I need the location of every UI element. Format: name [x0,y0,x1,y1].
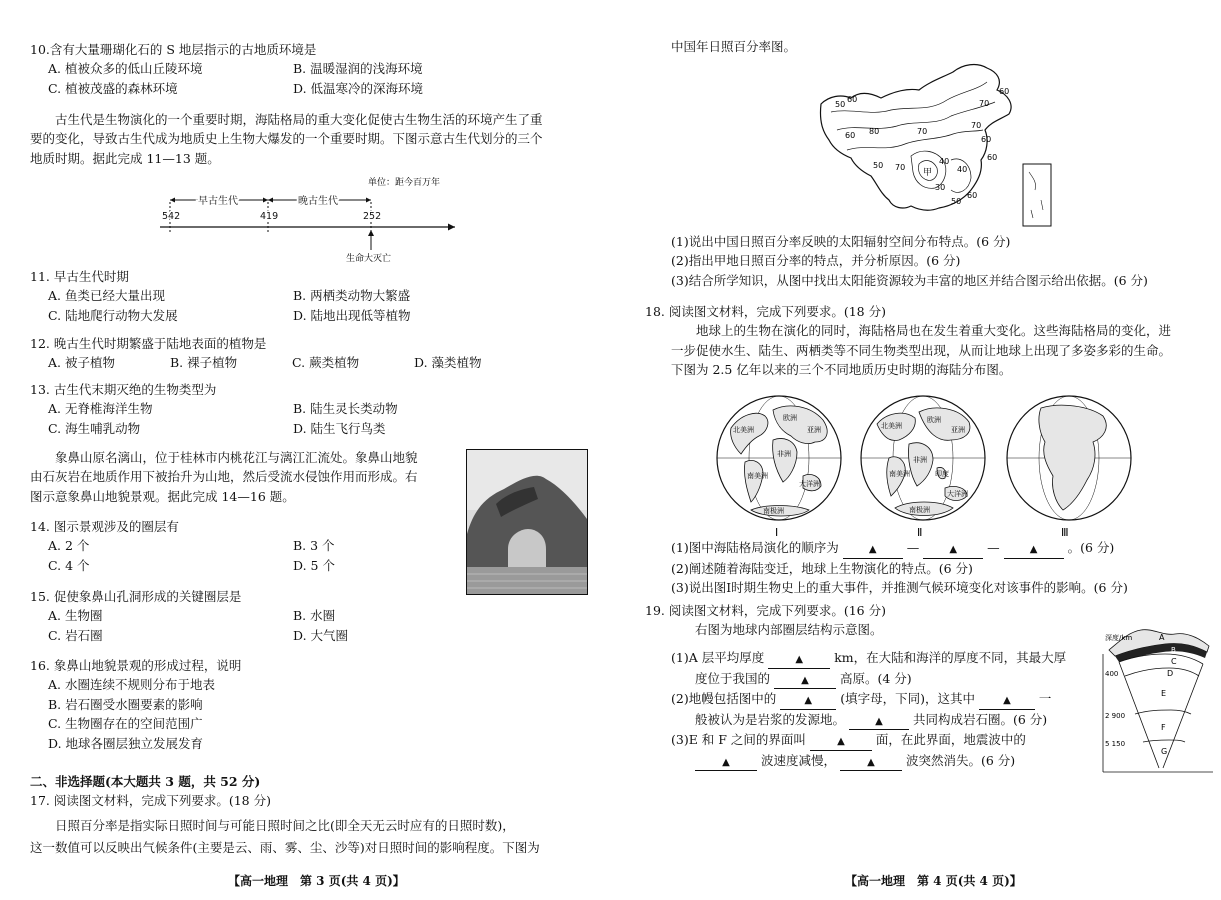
question-15 [30,587,538,645]
triangle-icon: ▲ [867,756,875,768]
q19-sub3-line2 [671,751,1066,772]
q19-blank-7[interactable] [695,751,757,772]
q18-blank-1[interactable] [843,538,903,559]
q15-option-d: D. 大气圈 [293,627,349,643]
layer-label-f: F [1161,723,1166,732]
q11-option-a: A. 鱼类已经大量出现 [48,288,165,304]
layer-label-d: D [1167,669,1174,678]
q19-blank-8[interactable] [840,751,902,772]
contour-label-4: 60 [845,131,856,140]
globe-2-label-3: 非洲 [913,456,927,464]
question-19 [645,601,886,640]
q10-option-c: C. 植被茂盛的森林环境 [48,80,178,96]
contour-label-10: 70 [895,163,906,172]
early-arrow-head-right [263,198,268,203]
globe-2-label-5: 印度 [935,470,949,478]
q14-stem: 14. 图示景观涉及的圈层有 [30,519,179,534]
question-10 [30,40,538,98]
question-13 [30,380,538,438]
early-arrow-head-left [170,198,175,203]
triangle-icon: ▲ [868,544,877,555]
question-16 [30,656,241,753]
intro-14-16-line3: 图示意象鼻山地貌景观。据此完成 14—16 题。 [30,488,295,504]
q15-stem: 15. 促使象鼻山孔洞形成的关键圈层是 [30,589,242,604]
q19-blank-2[interactable] [774,669,836,690]
contour-label-5: 80 [869,127,880,136]
q19-p1c: 度位于我国的 [695,670,771,686]
contour-label-12: 30 [935,183,946,192]
time-axis-arrow [448,224,455,231]
q17-sub3: (3)结合所学知识，从图中找出太阳能资源较为丰富的地区并结合图示给出依据。(6 分) [671,272,1148,288]
q10-option-a: A. 植被众多的低山丘陵环境 [48,61,203,77]
tick-419: 419 [260,211,279,222]
contour-label-11: 40 [939,157,950,166]
triangle-icon: ▲ [801,674,809,686]
contour-label-15: 60 [967,191,978,200]
location-jia: 甲 [923,168,933,178]
triangle-icon: ▲ [804,695,813,706]
globe-2-label-0: 北美洲 [881,422,902,430]
globe-1-label-5: 大洋洲 [799,480,820,488]
contour-label-14: 50 [951,197,962,206]
late-label: 晚古生代 [298,196,338,207]
q17-stem: 17. 阅读图文材料，完成下列要求。(18 分) [30,793,271,809]
q17-questions [671,232,1148,290]
q19-p2d: 般被认为是岩浆的发源地。 [695,711,846,727]
q18-subquestions [671,538,1128,597]
q13-option-d: D. 陆生飞行鸟类 [293,420,386,436]
q18-sub1 [671,538,1128,559]
q18-dash-1: — [906,540,920,555]
q19-p2a: (2)地幔包括图中的 [671,691,777,706]
contour-label-0: 50 [835,100,846,109]
layer-label-a: A [1159,633,1165,642]
globe-3-roman: Ⅲ [1061,526,1069,539]
q16-option-d: D. 地球各圈层独立发展发育 [48,735,204,751]
earth-interior-diagram [1095,626,1219,776]
intro-14-16 [30,448,418,506]
q18-stem: 18. 阅读图文材料，完成下列要求。(18 分) [645,304,886,319]
depth-5150: 5 150 [1105,740,1126,748]
tick-252: 252 [363,211,382,222]
q19-blank-3[interactable] [780,689,836,710]
triangle-icon: ▲ [875,715,883,727]
q19-p2b: (填字母，下同)，这其中 [840,691,975,706]
globe-1-label-2: 亚洲 [807,426,821,434]
q17-sub2: (2)指出甲地日照百分率的特点，并分析原因。(6 分) [671,253,961,269]
globe-1-label-4: 南美洲 [747,472,768,480]
q13-option-c: C. 海生哺乳动物 [48,420,141,436]
event-label: 生命大灭亡 [346,254,392,264]
globe-2-label-2: 亚洲 [951,426,965,434]
globe-1-label-6: 南极洲 [763,507,784,515]
china-sunshine-map [811,60,1053,232]
q13-option-b: B. 陆生灵长类动物 [293,401,398,417]
globe-2-label-6: 大洋洲 [947,490,968,498]
timeline-unit: 单位：距今百万年 [368,178,441,188]
q19-sub3-line1 [671,730,1066,751]
q18-line1: 地球上的生物在演化的同时，海陆格局也在发生着重大变化。这些海陆格局的变化，进 [696,323,1172,339]
q19-p2c: 一 [1038,691,1052,706]
q18-dash-2: — [987,540,1000,555]
q18-line2: 一步促使水生、陆生、两栖类等不同生物类型出现，从而让地球上出现了多姿多彩的生命。 [671,342,1172,358]
q19-intro: 右图为地球内部圈层结构示意图。 [695,622,883,638]
q12-option-a: A. 被子植物 [48,355,115,371]
globe-2-roman: Ⅱ [917,526,923,539]
q19-stem: 19. 阅读图文材料，完成下列要求。(16 分) [645,603,886,618]
q10-option-d: D. 低温寒冷的深海环境 [293,80,424,96]
layer-label-c: C [1171,657,1177,666]
contour-label-3: 70 [979,99,990,108]
q11-option-d: D. 陆地出现低等植物 [293,307,411,323]
question-12 [30,334,536,373]
q16-option-c: C. 生物圈存在的空间范围广 [48,716,203,732]
contour-label-7: 70 [971,121,982,130]
q17-continuation: 中国年日照百分率图。 [671,39,797,54]
q19-sub1-line2 [671,669,1066,690]
q16-option-b: B. 岩石圈受水圈要素的影响 [48,696,203,712]
q12-option-d: D. 藻类植物 [414,355,482,371]
q19-p3d: 波突然消失。(6 分) [905,752,1016,768]
triangle-icon: ▲ [1003,695,1011,706]
q15-option-c: C. 岩石圈 [48,627,103,643]
depth-400: 400 [1105,670,1119,678]
q12-option-b: B. 裸子植物 [170,355,238,371]
triangle-icon: ▲ [795,654,804,665]
tick-542: 542 [162,211,181,222]
q19-sub2-line2 [671,710,1066,731]
left-footer: 【高一地理 第 3 页(共 4 页)】 [228,874,405,888]
q18-blank-2[interactable] [923,538,983,559]
globe-2 [861,396,985,539]
q15-option-b: B. 水圈 [293,608,336,624]
q14-option-b: B. 3 个 [293,538,335,554]
left-page [0,0,610,900]
contour-label-2: 60 [999,87,1010,96]
q19-blank-1[interactable] [768,648,830,669]
q17-line1: 日照百分率是指实际日照时间与可能日照时间之比(即全天无云时应有的日照时数)， [55,817,515,833]
q18-sub3: (3)说出图Ⅰ时期生物史上的重大事件，并推测气候环境变化对该事件的影响。(6 分) [671,579,1128,595]
wedge-right-edge [1163,664,1203,768]
south-china-sea-inset [1023,164,1051,226]
paleogeography-globes [711,392,1151,540]
q18-sub1-prefix: (1)图中海陆格局演化的顺序为 [671,540,839,555]
q14-option-c: C. 4 个 [48,557,90,573]
globe-3 [1007,396,1131,539]
contour-label-6: 70 [917,127,928,136]
q19-p3c: 波速度减慢， [760,752,836,768]
intro-11-13 [30,110,543,168]
q18-sub2: (2)阐述随着海陆变迁，地球上生物演化的特点。(6 分) [671,560,973,576]
q19-subquestions [671,648,1066,771]
q10-stem: 10.含有大量珊瑚化石的 S 地层指示的古地质环境是 [30,42,317,57]
globe-1-label-3: 非洲 [777,450,791,458]
contour-label-13: 40 [957,165,968,174]
q19-p1a: (1)A 层平均厚度 [671,650,765,665]
q18-line3: 下图为 2.5 亿年以来的三个不同地质历史时期的海陆分布图。 [671,362,1012,378]
q19-p1b: km，在大陆和海洋的厚度不同，其最大厚 [834,650,1067,665]
intro-11-13-line3: 地质时期。据此完成 11—13 题。 [30,150,220,166]
q16-stem: 16. 象鼻山地貌景观的形成过程，说明 [30,658,242,673]
q11-option-c: C. 陆地爬行动物大发展 [48,307,178,323]
layer-label-b: B [1171,646,1176,654]
question-11 [30,267,538,325]
question-14 [30,517,538,575]
q13-option-a: A. 无脊椎海洋生物 [48,401,153,417]
q15-option-a: A. 生物圈 [48,608,103,624]
q19-p2e: 共同构成岩石圈。(6 分) [912,711,1048,727]
contour-label-9: 50 [873,161,884,170]
depth-axis-label: 深度/km [1105,634,1133,642]
q12-option-c: C. 蕨类植物 [292,355,360,371]
globe-2-label-7: 南极洲 [909,506,930,514]
q11-stem: 11. 早古生代时期 [30,269,129,284]
q19-p1d: 高原。(4 分) [839,670,912,686]
section-2 [30,772,540,858]
boundary-d [1125,668,1199,676]
q17-line2: 这一数值可以反映出气候条件(主要是云、雨、雾、尘、沙等)对日照时间的影响程度。下图为 [30,840,540,856]
q19-blank-5[interactable] [849,710,909,731]
right-footer: 【高一地理 第 4 页(共 4 页)】 [845,874,1022,888]
q19-blank-4[interactable] [979,689,1035,710]
q19-p3a: (3)E 和 F 之间的界面叫 [671,732,806,747]
q10-option-b: B. 温暖湿润的浅海环境 [293,61,423,77]
q14-option-d: D. 5 个 [293,557,335,573]
triangle-icon: ▲ [949,544,958,555]
triangle-icon: ▲ [837,736,845,747]
q19-blank-6[interactable] [810,730,872,751]
globe-1 [717,396,841,539]
intro-11-13-line2: 要的变化，导致古生代成为地质史上生物大爆发的一个重要时期。下图示意古生代划分的三个 [30,131,543,147]
layer-label-e: E [1161,689,1167,698]
q16-option-a: A. 水圈连续不规则分布于地表 [48,677,215,693]
late-arrow-head-right [366,198,371,203]
depth-2900: 2 900 [1105,712,1126,720]
q14-option-a: A. 2 个 [48,538,90,554]
globe-2-label-4: 南美洲 [889,470,910,478]
intro-14-16-line2: 由石灰岩在地质作用下被抬升为山地，然后受流水侵蚀作用而形成。右 [30,469,418,485]
q19-sub1-line1 [671,648,1066,669]
boundary-e-f [1135,710,1191,714]
q19-p3b: 面，在此界面，地震波中的 [875,732,1026,747]
question-18 [645,302,1171,380]
q18-sub1-suffix: 。(6 分) [1067,540,1115,555]
intro-11-13-line1: 古生代是生物演化的一个重要时期，海陆格局的重大变化促使古生物生活的环境产生了重 [55,112,543,127]
globe-1-label-0: 北美洲 [733,426,754,434]
section-2-title: 二、非选择题(本大题共 3 题，共 52 分) [30,774,261,789]
contour-label-16: 60 [987,153,998,162]
contour-label-1: 60 [847,95,858,104]
event-arrow-head [368,230,374,236]
q18-blank-3[interactable] [1004,538,1064,559]
q12-stem: 12. 晚古生代时期繁盛于陆地表面的植物是 [30,336,267,351]
late-arrow-head-left [268,198,273,203]
q11-option-b: B. 两栖类动物大繁盛 [293,288,411,304]
globe-2-label-1: 欧洲 [927,416,941,424]
right-page [615,0,1221,900]
early-label: 早古生代 [198,196,238,207]
intro-14-16-line1: 象鼻山原名漓山，位于桂林市内桃花江与漓江汇流处。象鼻山地貌 [55,450,418,465]
paleozoic-timeline [150,172,470,264]
globe-1-label-1: 欧洲 [783,414,797,422]
triangle-icon: ▲ [722,756,730,768]
q19-sub2-line1 [671,689,1066,710]
globe-1-roman: Ⅰ [775,526,779,539]
triangle-icon: ▲ [1029,544,1038,555]
q13-stem: 13. 古生代末期灭绝的生物类型为 [30,382,217,397]
contour-label-8: 60 [981,135,992,144]
q17-sub1: (1)说出中国日照百分率反映的太阳辐射空间分布特点。(6 分) [671,234,1011,249]
layer-label-g: G [1161,747,1168,756]
